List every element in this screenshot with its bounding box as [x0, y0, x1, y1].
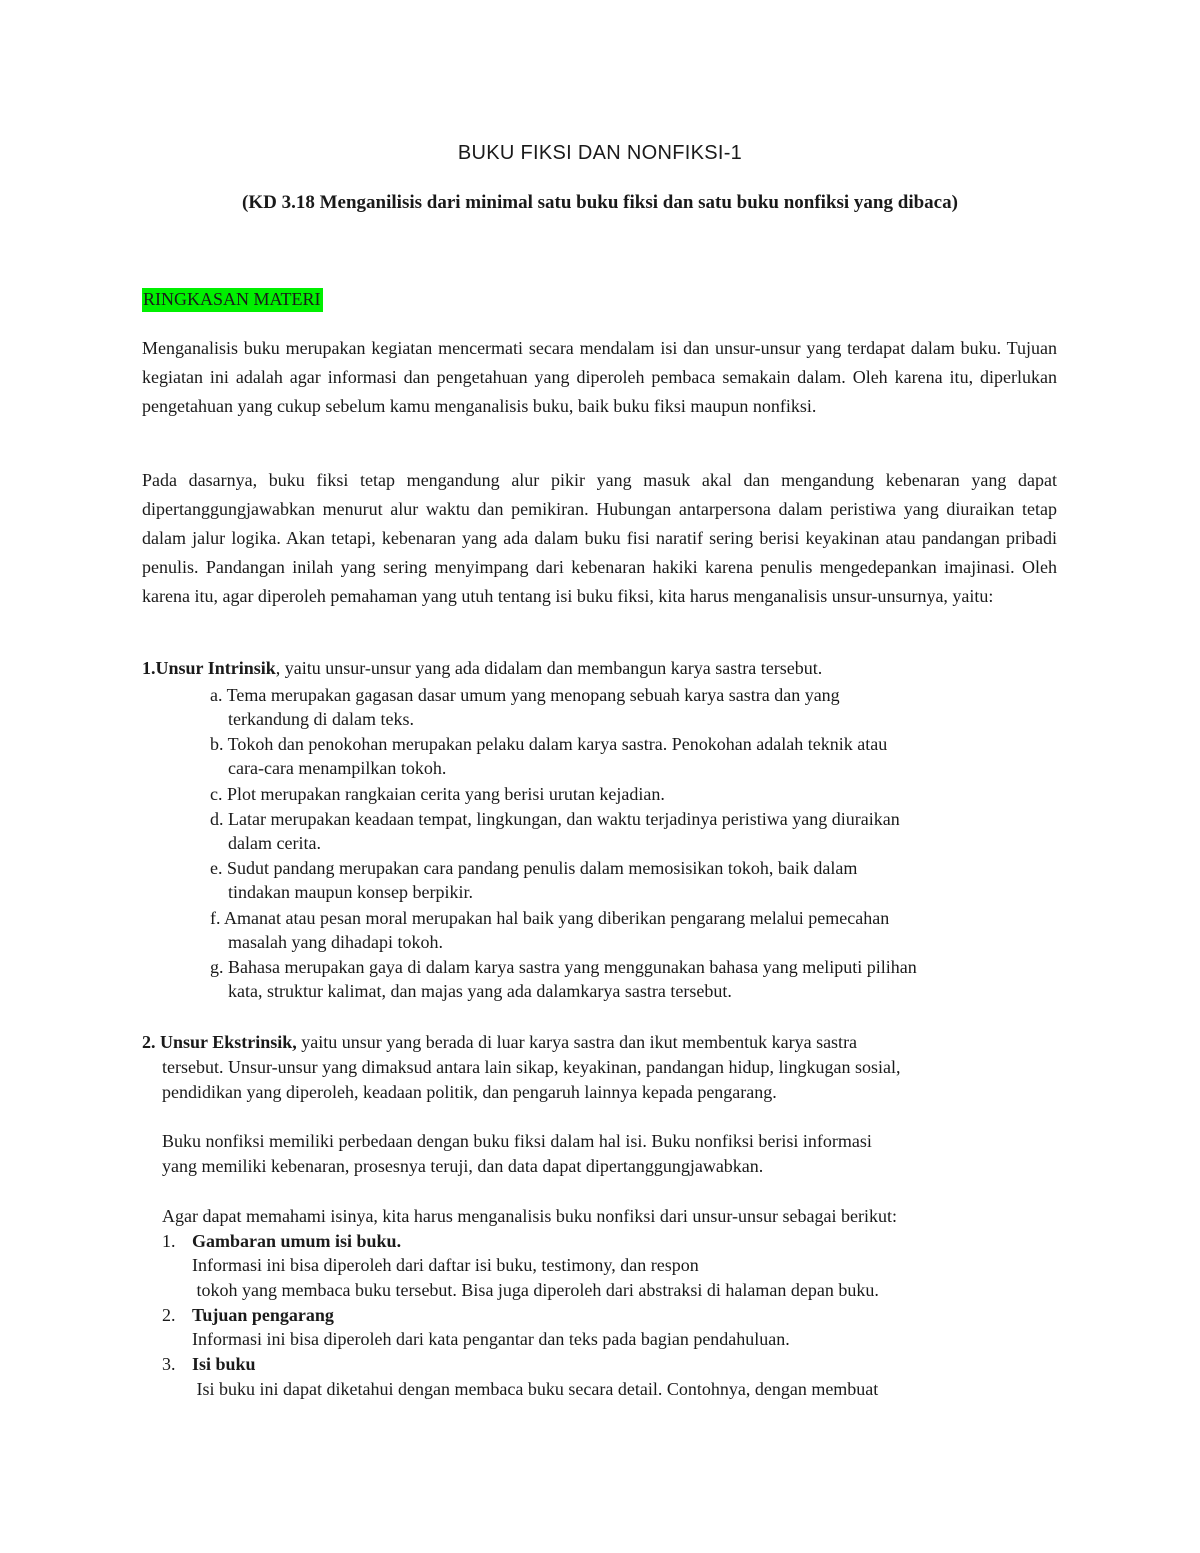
intrinsik-item-f: f. Amanat atau pesan moral merupakan hal baik yang diberikan pengarang melalui pemecahan [210, 908, 890, 928]
intrinsik-item-g: g. Bahasa merupakan gaya di dalam karya sastra yang menggunakan bahasa yang meliputi pilihan [210, 957, 917, 977]
intrinsik-item-d: d. Latar merupakan keadaan tempat, lingkungan, dan waktu terjadinya peristiwa yang diuraikan [210, 809, 900, 829]
numbered-item-2 [162, 1305, 334, 1326]
agar-line: Agar dapat memahami isinya, kita harus menganalisis buku nonfiksi dari unsur-unsur sebagai berikut: [162, 1206, 897, 1226]
numbered-item-1-title: Gambaran umum isi buku. [192, 1231, 402, 1251]
nonfiksi-line-2: yang memiliki kebenaran, prosesnya teruji, dan data dapat dipertanggungjawabkan. [162, 1156, 764, 1176]
intrinsik-item-f-cont: masalah yang dihadapi tokoh. [228, 932, 443, 952]
ekstrinsik-line-2: tersebut. Unsur-unsur yang dimaksud antara lain sikap, keyakinan, pandangan hidup, lingkugan sosial, [162, 1057, 901, 1077]
numbered-item-3-number: 3. [162, 1354, 176, 1374]
numbered-item-1-line-2: tokoh yang membaca buku tersebut. Bisa juga diperoleh dari abstraksi di halaman depan buku. [192, 1280, 879, 1300]
intrinsik-text: , yaitu unsur-unsur yang ada didalam dan membangun karya sastra tersebut. [275, 658, 823, 678]
ekstrinsik-label: 2. Unsur Ekstrinsik, [142, 1032, 297, 1052]
ekstrinsik-text: yaitu unsur yang berada di luar karya sastra dan ikut membentuk karya sastra [296, 1032, 858, 1052]
numbered-item-2-title: Tujuan pengarang [192, 1305, 334, 1325]
intrinsik-item-g-cont: kata, struktur kalimat, dan majas yang ada dalamkarya sastra tersebut. [228, 981, 732, 1001]
intrinsik-item-b: b. Tokoh dan penokohan merupakan pelaku dalam karya sastra. Penokohan adalah teknik atau [210, 734, 888, 754]
numbered-item-3-title: Isi buku [192, 1354, 256, 1374]
ekstrinsik-line-3: pendidikan yang diperoleh, keadaan politik, dan pengaruh lainnya kepada pengarang. [162, 1082, 777, 1102]
intrinsik-item-a: a. Tema merupakan gagasan dasar umum yang menopang sebuah karya sastra dan yang [210, 685, 840, 705]
intrinsik-item-c: c. Plot merupakan rangkaian cerita yang berisi urutan kejadian. [210, 784, 665, 804]
nonfiksi-line-1: Buku nonfiksi memiliki perbedaan dengan buku fiksi dalam hal isi. Buku nonfiksi berisi informasi [162, 1131, 872, 1151]
document-title: BUKU FIKSI DAN NONFIKSI-1 [457, 142, 743, 164]
numbered-item-1 [162, 1231, 402, 1252]
intrinsik-item-d-cont: dalam cerita. [228, 833, 321, 853]
numbered-item-1-number: 1. [162, 1231, 176, 1251]
intrinsik-label: 1.Unsur Intrinsik [142, 658, 276, 678]
numbered-item-1-line-1: Informasi ini bisa diperoleh dari daftar isi buku, testimony, dan respon [192, 1255, 699, 1275]
numbered-item-2-number: 2. [162, 1305, 176, 1325]
intrinsik-item-e-cont: tindakan maupun konsep berpikir. [228, 882, 473, 902]
intrinsik-item-a-cont: terkandung di dalam teks. [228, 709, 414, 729]
numbered-item-2-line-1: Informasi ini bisa diperoleh dari kata pengantar dan teks pada bagian pendahuluan. [192, 1329, 790, 1349]
intrinsik-item-e: e. Sudut pandang merupakan cara pandang penulis dalam memosisikan tokoh, baik dalam [210, 858, 858, 878]
intrinsik-heading [142, 658, 822, 679]
document-subtitle: (KD 3.18 Menganilisis dari minimal satu buku fiksi dan satu buku nonfiksi yang dibaca) [242, 192, 958, 213]
paragraph-fiksi: Pada dasarnya, buku fiksi tetap mengandung alur pikir yang masuk akal dan mengandung kebenaran yang dapat dipertanggungjawabkan menurut alur waktu dan pemikiran. Hubungan antarpersona dalam peristiwa yang diuraikan tetap dalam jalur logika. Akan tetapi, kebenaran yang ada dalam buku fisi naratif sering berisi keyakinan atau pandangan pribadi penulis. Pandangan inilah yang sering menyimpang dari kebenaran hakiki karena penulis mengedepankan imajinasi. Oleh karena itu, agar diperoleh pemahaman yang utuh tentang isi buku fiksi, kita harus menganalisis unsur-unsurnya, yaitu: [142, 470, 1057, 606]
ekstrinsik-heading [142, 1032, 857, 1053]
numbered-item-3-line-1: Isi buku ini dapat diketahui dengan membaca buku secara detail. Contohnya, dengan membuat [192, 1379, 879, 1399]
section-heading-highlighted: RINGKASAN MATERI [142, 288, 323, 312]
intrinsik-item-b-cont: cara-cara menampilkan tokoh. [228, 758, 447, 778]
paragraph-intro: Menganalisis buku merupakan kegiatan mencermati secara mendalam isi dan unsur-unsur yang terdapat dalam buku. Tujuan kegiatan ini adalah agar informasi dan pengetahuan yang diperoleh pembaca semakain dalam. Oleh karena itu, diperlukan pengetahuan yang cukup sebelum kamu menganalisis buku, baik buku fiksi maupun nonfiksi. [142, 338, 1057, 416]
numbered-item-3 [162, 1354, 256, 1375]
